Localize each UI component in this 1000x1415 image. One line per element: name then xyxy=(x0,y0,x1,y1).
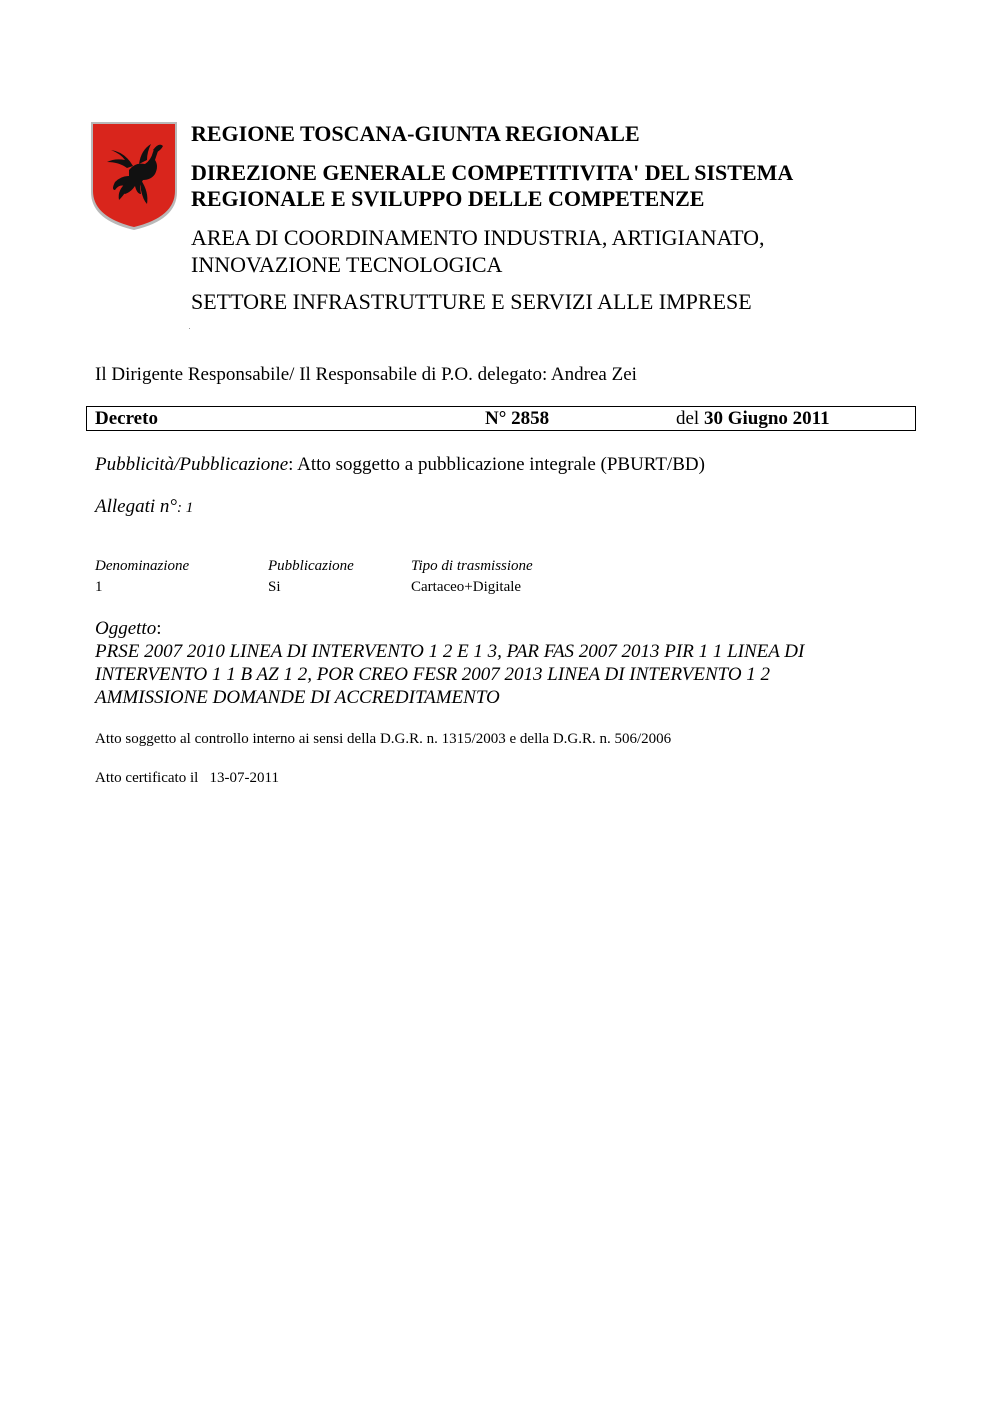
pubblicita-label: Pubblicità/Pubblicazione xyxy=(95,454,289,475)
table-cell-denominazione: 1 xyxy=(95,579,103,595)
oggetto-heading xyxy=(95,618,162,640)
decreto-number: N° 2858 xyxy=(485,408,550,429)
header-area-line2: INNOVAZIONE TECNOLOGICA xyxy=(191,252,503,277)
stray-dot xyxy=(189,328,190,329)
oggetto-colon: : xyxy=(156,618,162,639)
decreto-del xyxy=(676,408,830,430)
header-direzione-line2: REGIONALE E SVILUPPO DELLE COMPETENZE xyxy=(191,186,705,211)
table-cell-pubblicazione: Si xyxy=(268,579,281,595)
table-header-pubblicazione: Pubblicazione xyxy=(268,558,354,574)
header-area-line1: AREA DI COORDINAMENTO INDUSTRIA, ARTIGIANATO, xyxy=(191,225,765,250)
dirigente-line: Il Dirigente Responsabile/ Il Responsabile di P.O. delegato: Andrea Zei xyxy=(95,364,637,385)
decreto-del-label: del xyxy=(676,408,700,429)
allegati-line xyxy=(95,496,193,518)
pubblicita-line xyxy=(95,454,705,476)
decreto-date: 30 Giugno 2011 xyxy=(703,408,830,429)
controllo-line: Atto soggetto al controllo interno ai sensi della D.G.R. n. 1315/2003 e della D.G.R. n. 506/2006 xyxy=(95,731,672,747)
oggetto-line-3: AMMISSIONE DOMANDE DI ACCREDITAMENTO xyxy=(95,687,500,708)
allegati-label: Allegati n° xyxy=(95,496,178,517)
table-header-tipo: Tipo di trasmissione xyxy=(411,558,533,574)
header-region: REGIONE TOSCANA-GIUNTA REGIONALE xyxy=(191,121,640,146)
header-direzione-line1: DIREZIONE GENERALE COMPETITIVITA' DEL SISTEMA xyxy=(191,160,794,185)
pubblicita-value: : Atto soggetto a pubblicazione integrale (PBURT/BD) xyxy=(288,454,705,475)
oggetto-line-1: PRSE 2007 2010 LINEA DI INTERVENTO 1 2 E 1 3, PAR FAS 2007 2013 PIR 1 1 LINEA DI xyxy=(95,641,805,662)
allegati-value: : 1 xyxy=(177,500,194,516)
decreto-label: Decreto xyxy=(95,408,158,429)
oggetto-line-2: INTERVENTO 1 1 B AZ 1 2, POR CREO FESR 2007 2013 LINEA DI INTERVENTO 1 2 xyxy=(95,664,771,685)
regione-toscana-logo xyxy=(89,120,179,232)
oggetto-label: Oggetto xyxy=(95,618,157,639)
table-header-denominazione: Denominazione xyxy=(95,558,190,574)
decreto-box xyxy=(86,406,916,431)
certificato-line: Atto certificato il 13-07-2011 xyxy=(95,770,279,786)
header-settore: SETTORE INFRASTRUTTURE E SERVIZI ALLE IMPRESE xyxy=(191,289,752,314)
table-cell-tipo: Cartaceo+Digitale xyxy=(411,579,522,595)
